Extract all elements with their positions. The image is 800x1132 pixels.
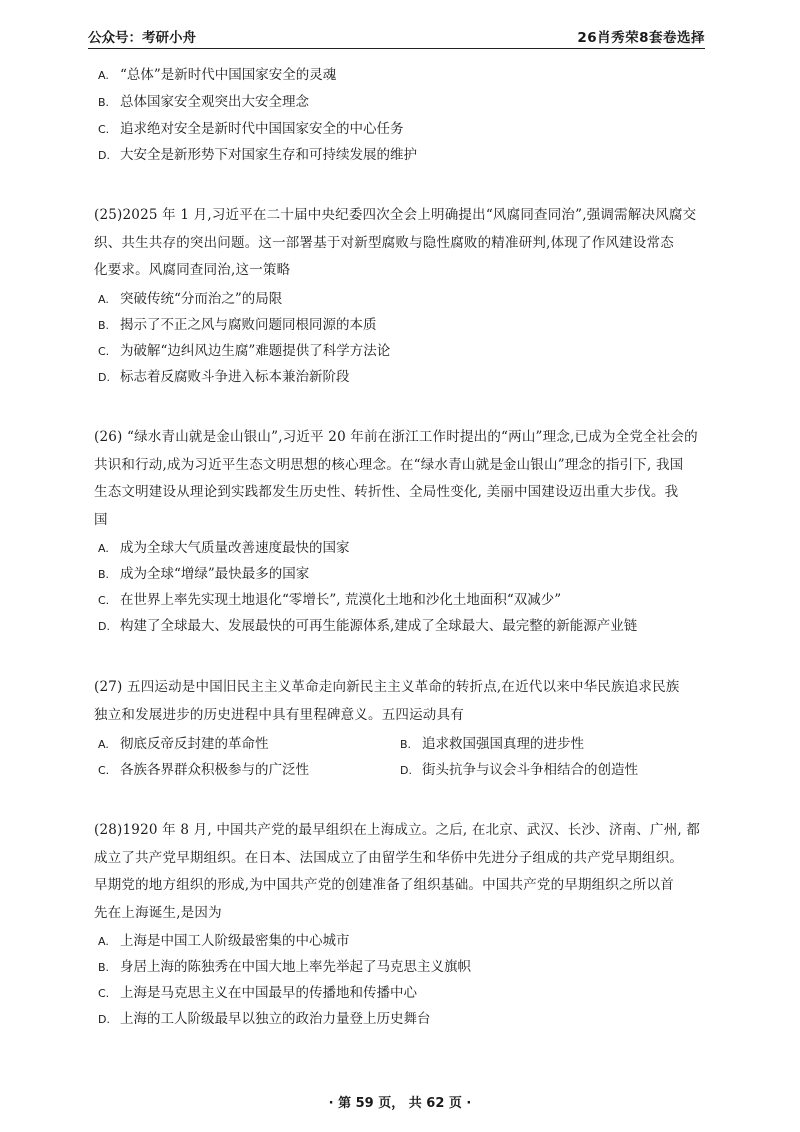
q24-option-d[interactable]: D. 大安全是新形势下对国家生存和可持续发展的维护 — [98, 147, 417, 163]
q25-stem: (25)2025 年 1 月,习近平在二十届中央纪委四次全会上明确提出“风腐同查同治”,强调需解决风腐交 织、共生共存的突出问题。这一部署基于对新型腐败与隐性腐败的精准研判,体现了作风建设常态 化要求。风腐同查同治,这一策略 — [94, 207, 697, 278]
q28-option-c[interactable]: C. 上海是马克思主义在中国最早的传播地和传播中心 — [98, 985, 417, 1001]
q24-option-b[interactable]: B. 总体国家安全观突出大安全理念 — [98, 94, 309, 110]
q27-stem: (27) 五四运动是中国旧民主主义革命走向新民主主义革命的转折点,在近代以来中华民族追求民族 独立和发展进步的历史进程中具有里程碑意义。五四运动具有 — [94, 679, 680, 723]
q25-option-a[interactable]: A. 突破传统“分而治之”的局限 — [98, 291, 283, 307]
q25-option-d[interactable]: D. 标志着反腐败斗争进入标本兼治新阶段 — [98, 369, 350, 385]
q24-option-c[interactable]: C. 追求绝对安全是新时代中国国家安全的中心任务 — [98, 121, 404, 137]
q26-option-a[interactable]: A. 成为全球大气质量改善速度最快的国家 — [98, 540, 350, 556]
q26-option-d[interactable]: D. 构建了全球最大、发展最快的可再生能源体系,建成了全球最大、最完整的新能源产业链 — [98, 618, 638, 634]
q27-option-b[interactable]: B. 追求救国强国真理的进步性 — [400, 736, 584, 752]
page-number-footer: · 第 59 页， 共 62 页 · — [328, 1096, 472, 1111]
q26-option-c[interactable]: C. 在世界上率先实现土地退化“零增长”, 荒漠化土地和沙化土地面积“双减少” — [98, 592, 562, 608]
q28-option-b[interactable]: B. 身居上海的陈独秀在中国大地上率先举起了马克思主义旗帜 — [98, 959, 471, 975]
q24-option-a[interactable]: A. “总体”是新时代中国国家安全的灵魂 — [98, 67, 337, 83]
q28-option-d[interactable]: D. 上海的工人阶级最早以独立的政治力量登上历史舞台 — [98, 1011, 431, 1027]
header-source: 公众号：考研小舟 — [88, 30, 196, 46]
q28-stem: (28)1920 年 8 月, 中国共产党的最早组织在上海成立。之后, 在北京、武汉、长沙、济南、广州, 都 成立了共产党早期组织。在日本、法国成立了由留学生和华侨中先进分子组成的共产党早期组织。 早期党的地方组织的形成,为中国共产党的创建准备了组织基础。中国共产党的早期组织之所以首 先在上海诞生,是因为 — [94, 822, 701, 921]
q27-option-c[interactable]: C. 各族各界群众积极参与的广泛性 — [98, 762, 309, 778]
q27-option-d[interactable]: D. 街头抗争与议会斗争相结合的创造性 — [400, 762, 638, 778]
q25-option-b[interactable]: B. 揭示了不正之风与腐败问题同根同源的本质 — [98, 317, 377, 333]
q27-option-a[interactable]: A. 彻底反帝反封建的革命性 — [98, 736, 269, 752]
q26-stem: (26) “绿水青山就是金山银山”,习近平 20 年前在浙江工作时提出的“两山”理念,已成为全党全社会的 共识和行动,成为习近平生态文明思想的核心理念。在“绿水青山就是金山银山”理念的指引下, 我国 生态文明建设从理论到实践都发生历史性、转折性、全局性变化, 美丽中国建设迈出重大步伐。我 国 — [94, 429, 698, 528]
q28-option-a[interactable]: A. 上海是中国工人阶级最密集的中心城市 — [98, 933, 350, 949]
q26-option-b[interactable]: B. 成为全球“增绿”最快最多的国家 — [98, 566, 310, 582]
header-title: 26肖秀荣8套卷选择 — [577, 30, 705, 46]
q25-option-c[interactable]: C. 为破解“边纠风边生腐”难题提供了科学方法论 — [98, 343, 391, 359]
page-header — [88, 26, 705, 49]
